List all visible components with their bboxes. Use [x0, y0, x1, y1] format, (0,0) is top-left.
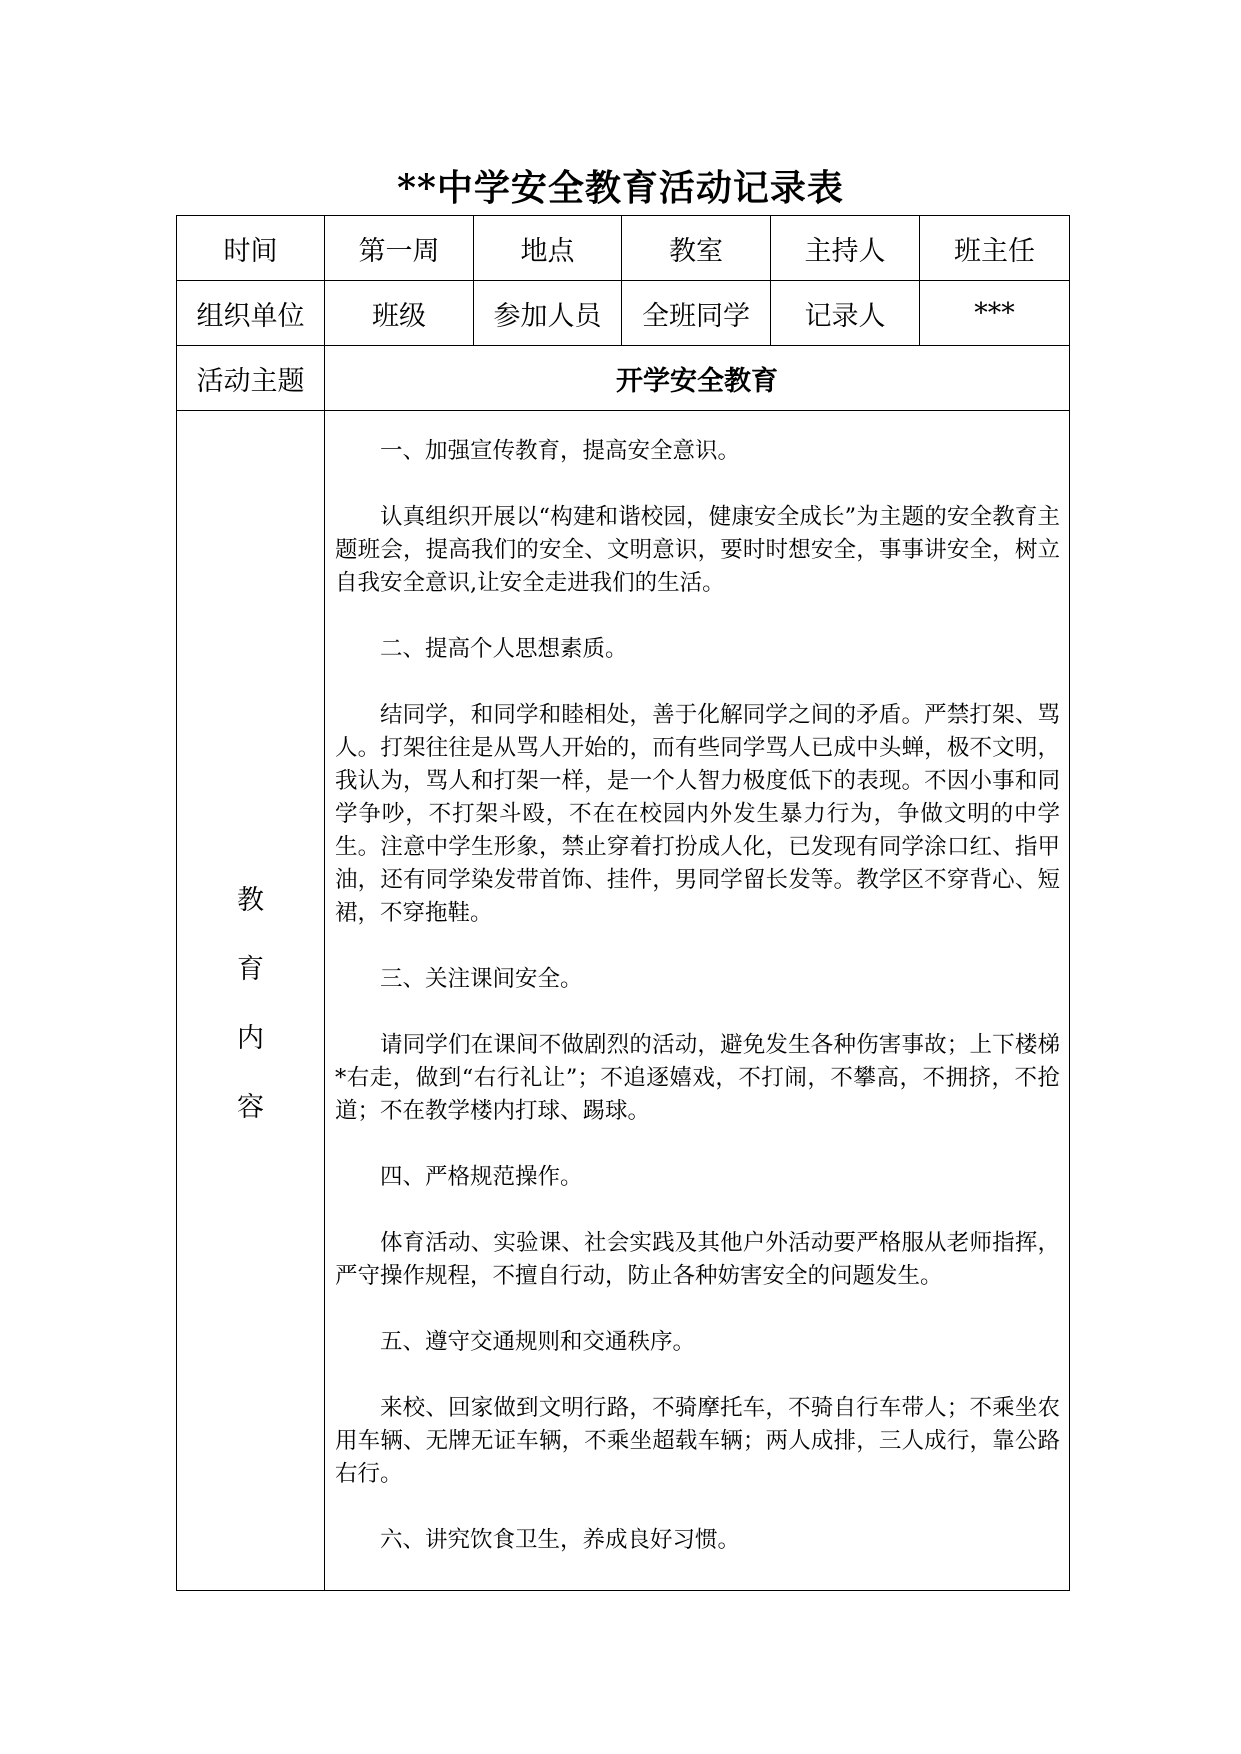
section-paragraph: 来校、回家做到文明行路，不骑摩托车，不骑自行车带人；不乘坐农用车辆、无牌无证车辆，不乘坐超载车辆；两人成排，三人成行，靠公路右行。 — [335, 1395, 1060, 1487]
section-heading: 六、讲究饮食卫生，养成良好习惯。 — [380, 1527, 741, 1553]
topic-label: 活动主题 — [177, 346, 325, 411]
page-title: **中学安全教育活动记录表 — [397, 167, 844, 209]
org-label: 组织单位 — [177, 281, 325, 346]
section-heading: 四、严格规范操作。 — [380, 1164, 583, 1190]
section-heading: 一、加强宣传教育，提高安全意识。 — [380, 438, 741, 464]
content-label-cell — [177, 411, 325, 1591]
content-label-char: 育 — [237, 953, 264, 985]
content-label-char: 教 — [237, 884, 264, 916]
place-value: 教室 — [622, 216, 771, 281]
section-paragraph: 请同学们在课间不做剧烈的活动，避免发生各种伤害事故；上下楼梯*右走，做到“右行礼让”；不追逐嬉戏，不打闹，不攀高，不拥挤，不抢道；不在教学楼内打球、踢球。 — [335, 1032, 1060, 1124]
topic-value: 开学安全教育 — [325, 346, 1070, 411]
org-value: 班级 — [325, 281, 474, 346]
section-paragraph: 体育活动、实验课、社会实践及其他户外活动要严格服从老师指挥，严守操作规程，不擅自行动，防止各种妨害安全的问题发生。 — [335, 1230, 1060, 1289]
host-label: 主持人 — [771, 216, 920, 281]
education-content — [325, 411, 1069, 1557]
section-paragraph: 结同学，和同学和睦相处，善于化解同学之间的矛盾。严禁打架、骂人。打架往往是从骂人开始的，而有些同学骂人已成中头蝉，极不文明，我认为，骂人和打架一样，是一个人智力极度低下的表现。不因小事和同学争吵，不打架斗殴，不在在校园内外发生暴力行为，争做文明的中学生。注意中学生形象，禁止穿着打扮成人化，已发现有同学涂口红、指甲油，还有同学染发带首饰、挂件，男同学留长发等。教学区不穿背心、短裙，不穿拖鞋。 — [335, 702, 1060, 926]
host-value: 班主任 — [920, 216, 1070, 281]
content-label-char: 内 — [237, 1022, 264, 1054]
recorder-label: 记录人 — [771, 281, 920, 346]
content-cell — [325, 411, 1070, 1591]
place-label: 地点 — [474, 216, 622, 281]
section-heading: 五、遵守交通规则和交通秩序。 — [380, 1329, 696, 1355]
participants-value: 全班同学 — [622, 281, 771, 346]
participants-label: 参加人员 — [474, 281, 622, 346]
content-label-char: 容 — [237, 1091, 264, 1123]
table-row — [177, 411, 1070, 1591]
recorder-value: *** — [920, 281, 1070, 346]
table-row — [177, 216, 1070, 281]
time-label: 时间 — [177, 216, 325, 281]
section-heading: 二、提高个人思想素质。 — [380, 636, 628, 662]
table-row — [177, 346, 1070, 411]
section-heading: 三、关注课间安全。 — [380, 966, 583, 992]
table-row — [177, 281, 1070, 346]
time-value: 第一周 — [325, 216, 474, 281]
activity-record-table — [176, 215, 1070, 1591]
section-paragraph: 认真组织开展以“构建和谐校园，健康安全成长”为主题的安全教育主题班会，提高我们的安全、文明意识，要时时想安全，事事讲安全，树立自我安全意识,让安全走进我们的生活。 — [335, 504, 1060, 596]
